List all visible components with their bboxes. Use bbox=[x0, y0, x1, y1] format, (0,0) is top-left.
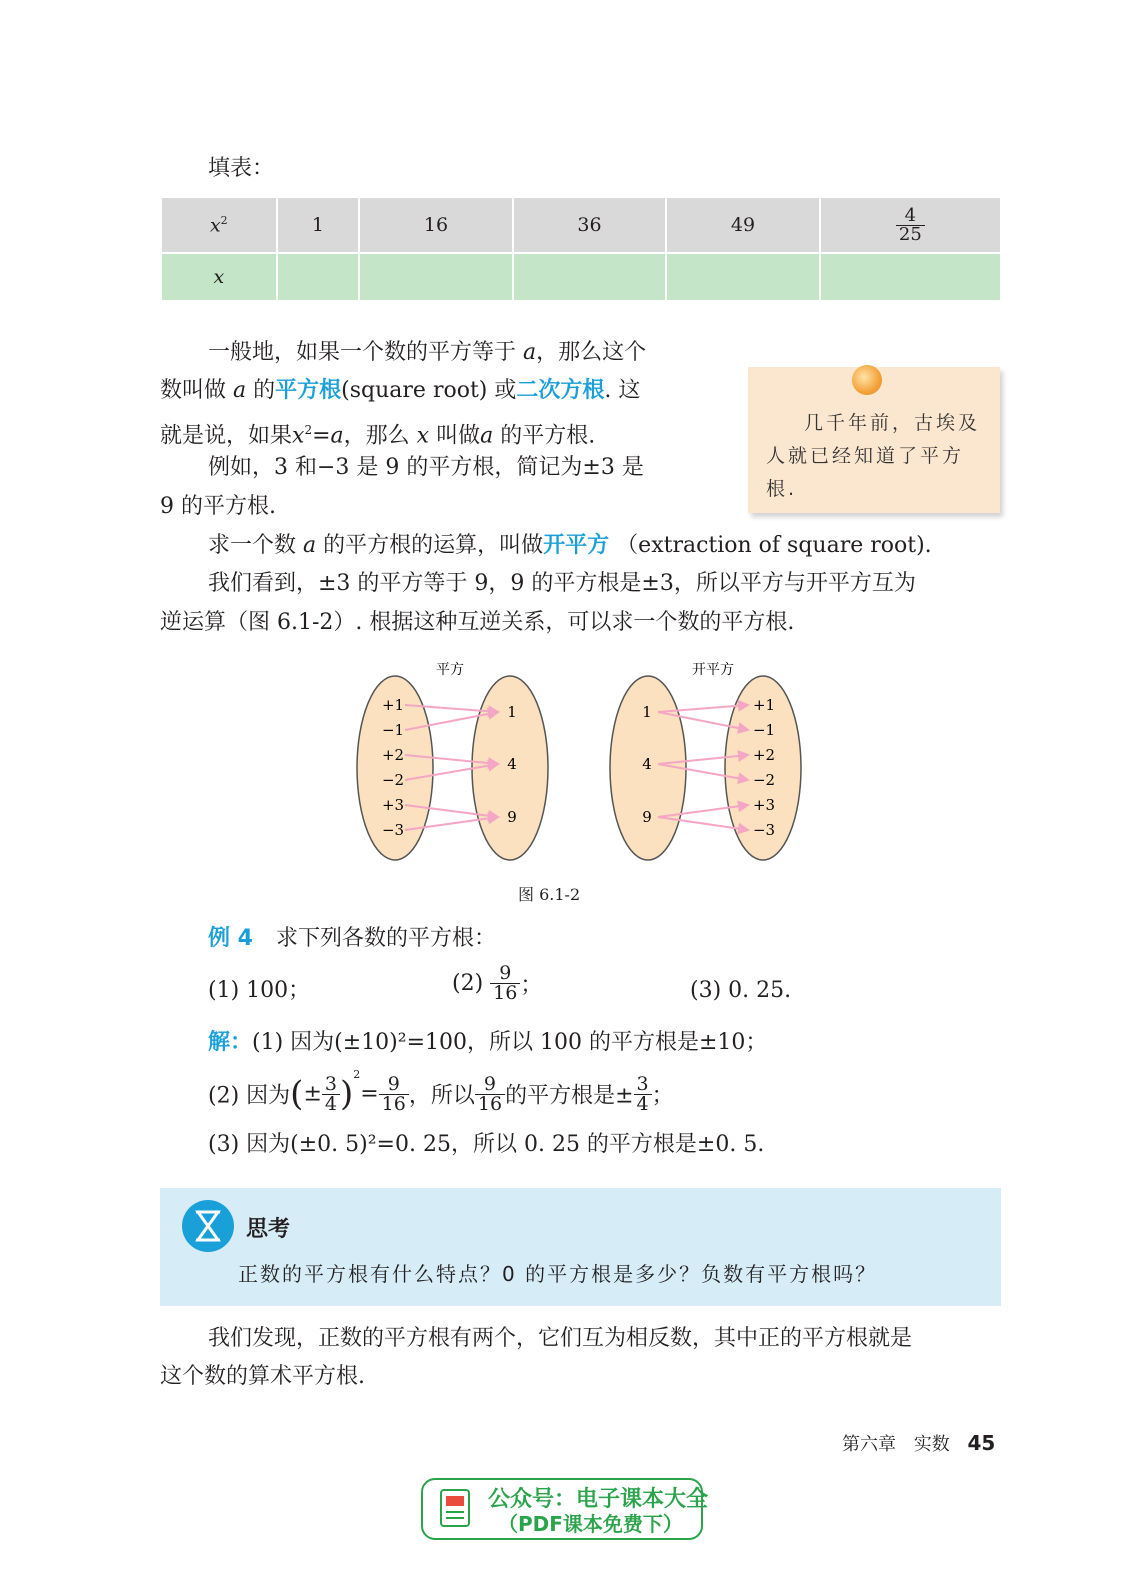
figure-right-title: 开平方 bbox=[692, 662, 734, 678]
para1-line4: 例如，3 和−3 是 9 的平方根，简记为±3 是 bbox=[208, 455, 644, 480]
right-signed-3: +2 bbox=[752, 746, 776, 764]
right-signed-2: −1 bbox=[752, 721, 776, 739]
table-row bbox=[161, 197, 1001, 253]
table-cell: 49 bbox=[666, 197, 820, 253]
left-signed-5: +3 bbox=[381, 796, 405, 814]
example-heading: 例 4 求下列各数的平方根： bbox=[208, 926, 496, 951]
footer-section: 实数 bbox=[913, 1434, 950, 1455]
left-signed-6: −3 bbox=[381, 821, 405, 839]
table-answer-cell[interactable] bbox=[513, 253, 667, 301]
right-square-2: 4 bbox=[642, 755, 652, 773]
hourglass-icon bbox=[182, 1200, 234, 1252]
table-answer-cell[interactable] bbox=[666, 253, 820, 301]
left-square-1: 1 bbox=[507, 703, 517, 721]
pushpin-icon bbox=[852, 365, 882, 395]
right-signed-4: −2 bbox=[752, 771, 776, 789]
think-box bbox=[160, 1188, 1001, 1306]
think-question: 正数的平方根有什么特点？0 的平方根是多少？负数有平方根吗？ bbox=[238, 1262, 878, 1286]
solution-line-1: 解：(1) 因为(±10)²=100，所以 100 的平方根是±10； bbox=[208, 1030, 768, 1055]
figure-left-title: 平方 bbox=[436, 662, 464, 678]
term-square-root: 平方根 bbox=[275, 378, 342, 403]
page-number: 45 bbox=[967, 1431, 996, 1455]
table-answer-cell[interactable] bbox=[820, 253, 1001, 301]
para1-line1: 一般地，如果一个数的平方等于 a，那么这个 bbox=[208, 340, 647, 365]
figure-square-mapping bbox=[340, 650, 820, 870]
book-icon bbox=[433, 1486, 479, 1532]
left-signed-3: +2 bbox=[381, 746, 405, 764]
para3-line2: 逆运算（图 6.1-2）. 根据这种互逆关系，可以求一个数的平方根. bbox=[160, 610, 795, 635]
solution-label: 解： bbox=[208, 1030, 253, 1055]
conclusion-line-2: 这个数的算术平方根. bbox=[160, 1364, 365, 1389]
think-title: 思考 bbox=[246, 1217, 291, 1242]
para1-line3: 就是说，如果$x^2=a$，那么 x 叫做a 的平方根. bbox=[160, 423, 596, 449]
table-cell: 1 bbox=[277, 197, 360, 253]
footer-chapter: 第六章 bbox=[842, 1434, 896, 1455]
example-item-2: (2) $\frac{9}{16}$ ； bbox=[452, 962, 543, 1004]
term-extraction: 开平方 bbox=[543, 533, 610, 558]
right-signed-1: +1 bbox=[752, 696, 776, 714]
solution-line-3: (3) 因为(±0. 5)²=0. 25，所以 0. 25 的平方根是±0. 5. bbox=[208, 1132, 765, 1157]
left-signed-1: +1 bbox=[381, 696, 405, 714]
left-signed-4: −2 bbox=[381, 771, 405, 789]
conclusion-line-1: 我们发现，正数的平方根有两个，它们互为相反数，其中正的平方根就是 bbox=[208, 1326, 913, 1351]
right-square-1: 1 bbox=[642, 703, 652, 721]
fill-table-label: 填表： bbox=[208, 156, 275, 181]
table-cell: 16 bbox=[359, 197, 513, 253]
term-quadratic-root: 二次方根 bbox=[516, 378, 605, 403]
table-cell: $\frac{4}{25}$ bbox=[820, 197, 1001, 253]
fill-table bbox=[160, 196, 1002, 302]
table-answer-cell[interactable] bbox=[277, 253, 360, 301]
right-square-3: 9 bbox=[642, 808, 652, 826]
page-footer bbox=[842, 1430, 995, 1456]
right-signed-5: +3 bbox=[752, 796, 776, 814]
badge-line-2: （PDF课本免费下） bbox=[498, 1512, 683, 1536]
example-item-1: (1) 100； bbox=[208, 978, 311, 1003]
table-header-x: x bbox=[161, 253, 277, 301]
example-item-3: (3) 0. 25. bbox=[690, 978, 792, 1003]
figure-caption: 图 6.1-2 bbox=[518, 885, 581, 904]
para1-line2: 数叫做 a 的平方根(square root) 或二次方根. 这 bbox=[160, 378, 641, 403]
table-row bbox=[161, 253, 1001, 301]
table-cell: 36 bbox=[513, 197, 667, 253]
left-square-3: 9 bbox=[507, 808, 517, 826]
para3-line1: 我们看到，±3 的平方等于 9，9 的平方根是±3，所以平方与开平方互为 bbox=[208, 571, 916, 596]
side-note-text: 几千年前，古埃及人就已经知道了平方根. bbox=[766, 412, 981, 500]
table-header-x-squared: $x^2$ bbox=[161, 197, 277, 253]
right-signed-6: −3 bbox=[752, 821, 776, 839]
left-square-2: 4 bbox=[507, 755, 517, 773]
example-label: 例 4 bbox=[208, 926, 253, 951]
table-answer-cell[interactable] bbox=[359, 253, 513, 301]
left-signed-2: −1 bbox=[381, 721, 405, 739]
badge-line-1: 公众号：电子课本大全 bbox=[488, 1487, 709, 1512]
solution-line-2: (2) 因为(± $\frac{3}{4}$ )$^2$= $\frac{9}{16}$ ，所以 $\frac{9}{16}$ 的平方根是± $\frac{3}{4}$ ； bbox=[208, 1068, 674, 1115]
para2: 求一个数 a 的平方根的运算，叫做开平方 （extraction of square root). bbox=[208, 533, 932, 558]
para1-line5: 9 的平方根. bbox=[160, 494, 276, 519]
